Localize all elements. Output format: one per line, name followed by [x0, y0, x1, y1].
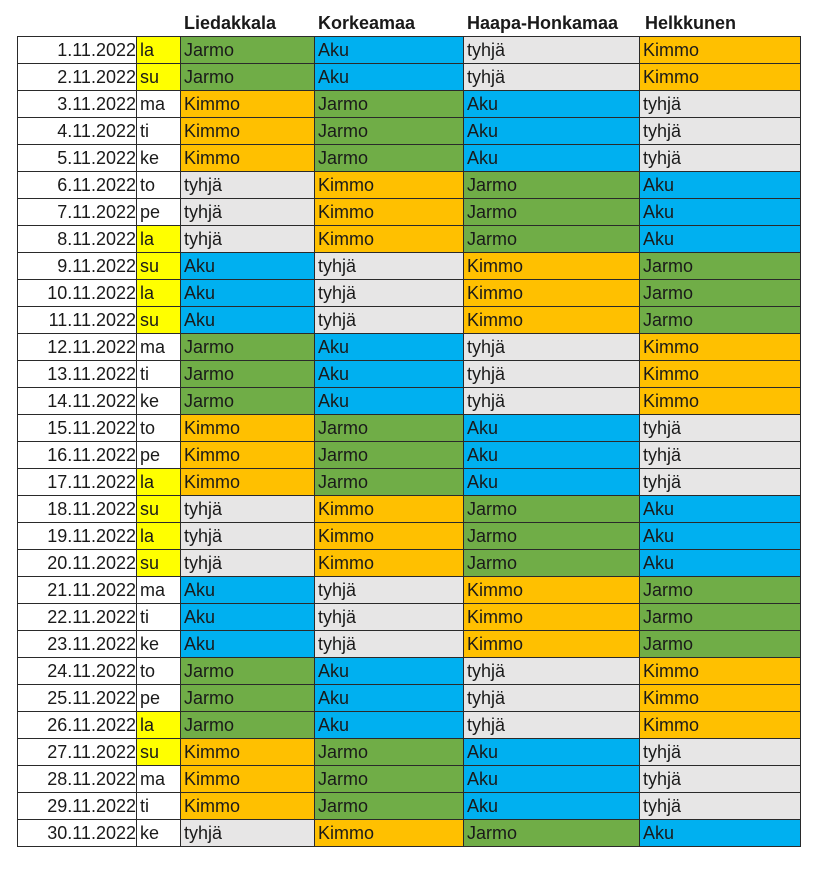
assignment-cell-helkkunen[interactable]: Aku — [640, 550, 801, 577]
weekday-cell[interactable]: la — [137, 712, 181, 739]
assignment-cell-helkkunen[interactable]: tyhjä — [640, 91, 801, 118]
assignment-cell-liedakkala[interactable]: Kimmo — [181, 118, 315, 145]
assignment-cell-korkeamaa[interactable]: Aku — [315, 64, 464, 91]
assignment-cell-korkeamaa[interactable]: Kimmo — [315, 820, 464, 847]
weekday-cell[interactable]: su — [137, 64, 181, 91]
assignment-cell-liedakkala[interactable]: tyhjä — [181, 496, 315, 523]
table-row — [18, 334, 801, 361]
table-row — [18, 442, 801, 469]
assignment-cell-korkeamaa[interactable]: Aku — [315, 361, 464, 388]
assignment-cell-haapa-honkamaa[interactable]: tyhjä — [464, 334, 640, 361]
table-row — [18, 712, 801, 739]
weekday-cell[interactable]: ma — [137, 766, 181, 793]
assignment-cell-helkkunen[interactable]: tyhjä — [640, 739, 801, 766]
assignment-cell-haapa-honkamaa[interactable]: Jarmo — [464, 820, 640, 847]
assignment-cell-haapa-honkamaa[interactable]: tyhjä — [464, 388, 640, 415]
weekday-cell[interactable]: su — [137, 550, 181, 577]
weekday-cell[interactable]: su — [137, 253, 181, 280]
assignment-cell-helkkunen[interactable]: Kimmo — [640, 334, 801, 361]
date-cell[interactable]: 25.11.2022 — [18, 685, 137, 712]
assignment-cell-korkeamaa[interactable]: Kimmo — [315, 226, 464, 253]
weekday-cell[interactable]: la — [137, 37, 181, 64]
table-row — [18, 631, 801, 658]
assignment-cell-korkeamaa[interactable]: Jarmo — [315, 793, 464, 820]
assignment-cell-liedakkala[interactable]: Aku — [181, 253, 315, 280]
assignment-cell-liedakkala[interactable]: Kimmo — [181, 766, 315, 793]
weekday-cell[interactable]: la — [137, 523, 181, 550]
assignment-cell-korkeamaa[interactable]: Kimmo — [315, 172, 464, 199]
weekday-cell[interactable]: ti — [137, 793, 181, 820]
table-row — [18, 226, 801, 253]
table-row — [18, 253, 801, 280]
assignment-cell-korkeamaa[interactable]: Jarmo — [315, 739, 464, 766]
assignment-cell-korkeamaa[interactable]: Aku — [315, 334, 464, 361]
assignment-cell-helkkunen[interactable]: tyhjä — [640, 415, 801, 442]
assignment-cell-helkkunen[interactable]: Kimmo — [640, 685, 801, 712]
weekday-cell[interactable]: ti — [137, 361, 181, 388]
assignment-cell-helkkunen[interactable]: Aku — [640, 820, 801, 847]
assignment-cell-haapa-honkamaa[interactable]: tyhjä — [464, 658, 640, 685]
date-cell[interactable]: 6.11.2022 — [18, 172, 137, 199]
assignment-cell-liedakkala[interactable]: Kimmo — [181, 145, 315, 172]
table-row — [18, 388, 801, 415]
assignment-cell-korkeamaa[interactable]: tyhjä — [315, 280, 464, 307]
assignment-cell-helkkunen[interactable]: tyhjä — [640, 145, 801, 172]
weekday-cell[interactable]: la — [137, 226, 181, 253]
date-cell[interactable]: 29.11.2022 — [18, 793, 137, 820]
weekday-cell[interactable]: pe — [137, 199, 181, 226]
date-cell[interactable]: 16.11.2022 — [18, 442, 137, 469]
date-cell[interactable]: 18.11.2022 — [18, 496, 137, 523]
table-row — [18, 604, 801, 631]
assignment-cell-haapa-honkamaa[interactable]: Jarmo — [464, 199, 640, 226]
assignment-cell-liedakkala[interactable]: Aku — [181, 280, 315, 307]
date-cell[interactable]: 8.11.2022 — [18, 226, 137, 253]
schedule-table-body — [18, 37, 801, 847]
assignment-cell-liedakkala[interactable]: tyhjä — [181, 820, 315, 847]
assignment-cell-liedakkala[interactable]: Jarmo — [181, 685, 315, 712]
assignment-cell-haapa-honkamaa[interactable]: Aku — [464, 145, 640, 172]
assignment-cell-helkkunen[interactable]: Kimmo — [640, 658, 801, 685]
table-row — [18, 496, 801, 523]
table-row — [18, 469, 801, 496]
assignment-cell-helkkunen[interactable]: Jarmo — [640, 280, 801, 307]
weekday-cell[interactable]: pe — [137, 685, 181, 712]
table-row — [18, 415, 801, 442]
assignment-cell-liedakkala[interactable]: tyhjä — [181, 523, 315, 550]
assignment-cell-liedakkala[interactable]: Jarmo — [181, 658, 315, 685]
assignment-cell-korkeamaa[interactable]: tyhjä — [315, 577, 464, 604]
assignment-cell-helkkunen[interactable]: Jarmo — [640, 253, 801, 280]
column-header-helkkunen[interactable]: Helkkunen — [645, 13, 737, 33]
weekday-cell[interactable]: su — [137, 496, 181, 523]
date-cell[interactable]: 27.11.2022 — [18, 739, 137, 766]
table-row — [18, 361, 801, 388]
date-cell[interactable]: 30.11.2022 — [18, 820, 137, 847]
weekday-cell[interactable]: to — [137, 415, 181, 442]
assignment-cell-helkkunen[interactable]: Aku — [640, 496, 801, 523]
assignment-cell-korkeamaa[interactable]: tyhjä — [315, 307, 464, 334]
weekday-cell[interactable]: ke — [137, 145, 181, 172]
assignment-cell-liedakkala[interactable]: Jarmo — [181, 37, 315, 64]
assignment-cell-korkeamaa[interactable]: Aku — [315, 685, 464, 712]
assignment-cell-korkeamaa[interactable]: tyhjä — [315, 253, 464, 280]
assignment-cell-helkkunen[interactable]: tyhjä — [640, 469, 801, 496]
date-cell[interactable]: 24.11.2022 — [18, 658, 137, 685]
column-header-korkeamaa[interactable]: Korkeamaa — [318, 13, 416, 33]
table-row — [18, 172, 801, 199]
date-cell[interactable]: 23.11.2022 — [18, 631, 137, 658]
assignment-cell-liedakkala[interactable]: tyhjä — [181, 226, 315, 253]
assignment-cell-liedakkala[interactable]: Jarmo — [181, 334, 315, 361]
assignment-cell-liedakkala[interactable]: Jarmo — [181, 388, 315, 415]
assignment-cell-liedakkala[interactable]: tyhjä — [181, 172, 315, 199]
assignment-cell-haapa-honkamaa[interactable]: Kimmo — [464, 253, 640, 280]
schedule-table — [17, 36, 801, 847]
assignment-cell-helkkunen[interactable]: Jarmo — [640, 577, 801, 604]
weekday-cell[interactable]: su — [137, 739, 181, 766]
table-row — [18, 685, 801, 712]
date-cell[interactable]: 5.11.2022 — [18, 145, 137, 172]
assignment-cell-haapa-honkamaa[interactable]: tyhjä — [464, 64, 640, 91]
assignment-cell-helkkunen[interactable]: Kimmo — [640, 388, 801, 415]
date-cell[interactable]: 19.11.2022 — [18, 523, 137, 550]
weekday-cell[interactable]: pe — [137, 442, 181, 469]
assignment-cell-haapa-honkamaa[interactable]: Jarmo — [464, 523, 640, 550]
assignment-cell-korkeamaa[interactable]: Aku — [315, 37, 464, 64]
assignment-cell-korkeamaa[interactable]: Jarmo — [315, 415, 464, 442]
assignment-cell-korkeamaa[interactable]: Kimmo — [315, 199, 464, 226]
assignment-cell-korkeamaa[interactable]: Aku — [315, 658, 464, 685]
table-row — [18, 145, 801, 172]
weekday-cell[interactable]: la — [137, 469, 181, 496]
date-cell[interactable]: 9.11.2022 — [18, 253, 137, 280]
weekday-cell[interactable]: ma — [137, 577, 181, 604]
assignment-cell-korkeamaa[interactable]: Jarmo — [315, 91, 464, 118]
assignment-cell-helkkunen[interactable]: tyhjä — [640, 793, 801, 820]
assignment-cell-helkkunen[interactable]: Kimmo — [640, 712, 801, 739]
date-cell[interactable]: 15.11.2022 — [18, 415, 137, 442]
assignment-cell-korkeamaa[interactable]: Jarmo — [315, 145, 464, 172]
date-cell[interactable]: 10.11.2022 — [18, 280, 137, 307]
assignment-cell-haapa-honkamaa[interactable]: Kimmo — [464, 280, 640, 307]
assignment-cell-korkeamaa[interactable]: Jarmo — [315, 766, 464, 793]
assignment-cell-helkkunen[interactable]: Jarmo — [640, 604, 801, 631]
column-header-haapa-honkamaa[interactable]: Haapa-Honkamaa — [467, 13, 619, 33]
table-row — [18, 550, 801, 577]
date-cell[interactable]: 3.11.2022 — [18, 91, 137, 118]
date-cell[interactable]: 4.11.2022 — [18, 118, 137, 145]
assignment-cell-haapa-honkamaa[interactable]: tyhjä — [464, 361, 640, 388]
assignment-cell-korkeamaa[interactable]: Jarmo — [315, 442, 464, 469]
assignment-cell-liedakkala[interactable]: Kimmo — [181, 739, 315, 766]
date-cell[interactable]: 17.11.2022 — [18, 469, 137, 496]
weekday-cell[interactable]: to — [137, 658, 181, 685]
assignment-cell-helkkunen[interactable]: Kimmo — [640, 37, 801, 64]
assignment-cell-liedakkala[interactable]: Aku — [181, 577, 315, 604]
assignment-cell-helkkunen[interactable]: Kimmo — [640, 361, 801, 388]
assignment-cell-haapa-honkamaa[interactable]: Aku — [464, 118, 640, 145]
assignment-cell-korkeamaa[interactable]: tyhjä — [315, 604, 464, 631]
column-header-liedakkala[interactable]: Liedakkala — [184, 13, 277, 33]
weekday-cell[interactable]: ti — [137, 604, 181, 631]
assignment-cell-liedakkala[interactable]: Kimmo — [181, 442, 315, 469]
assignment-cell-helkkunen[interactable]: tyhjä — [640, 766, 801, 793]
assignment-cell-haapa-honkamaa[interactable]: Aku — [464, 91, 640, 118]
assignment-cell-haapa-honkamaa[interactable]: Jarmo — [464, 172, 640, 199]
date-cell[interactable]: 14.11.2022 — [18, 388, 137, 415]
assignment-cell-liedakkala[interactable]: tyhjä — [181, 550, 315, 577]
table-row — [18, 64, 801, 91]
weekday-cell[interactable]: ti — [137, 118, 181, 145]
table-row — [18, 307, 801, 334]
assignment-cell-haapa-honkamaa[interactable]: tyhjä — [464, 712, 640, 739]
assignment-cell-korkeamaa[interactable]: Kimmo — [315, 496, 464, 523]
assignment-cell-korkeamaa[interactable]: Jarmo — [315, 469, 464, 496]
assignment-cell-liedakkala[interactable]: Kimmo — [181, 415, 315, 442]
table-row — [18, 280, 801, 307]
assignment-cell-liedakkala[interactable]: Kimmo — [181, 91, 315, 118]
assignment-cell-haapa-honkamaa[interactable]: tyhjä — [464, 37, 640, 64]
date-cell[interactable]: 11.11.2022 — [18, 307, 137, 334]
assignment-cell-haapa-honkamaa[interactable]: Aku — [464, 442, 640, 469]
assignment-cell-helkkunen[interactable]: Aku — [640, 226, 801, 253]
weekday-cell[interactable]: to — [137, 172, 181, 199]
assignment-cell-haapa-honkamaa[interactable]: Kimmo — [464, 631, 640, 658]
assignment-cell-liedakkala[interactable]: Kimmo — [181, 793, 315, 820]
assignment-cell-korkeamaa[interactable]: tyhjä — [315, 631, 464, 658]
weekday-cell[interactable]: ke — [137, 388, 181, 415]
assignment-cell-haapa-honkamaa[interactable]: tyhjä — [464, 685, 640, 712]
assignment-cell-helkkunen[interactable]: Aku — [640, 523, 801, 550]
table-row — [18, 199, 801, 226]
table-row — [18, 739, 801, 766]
assignment-cell-helkkunen[interactable]: Kimmo — [640, 64, 801, 91]
date-cell[interactable]: 22.11.2022 — [18, 604, 137, 631]
table-row — [18, 118, 801, 145]
assignment-cell-haapa-honkamaa[interactable]: Aku — [464, 469, 640, 496]
table-row — [18, 37, 801, 64]
weekday-cell[interactable]: ma — [137, 334, 181, 361]
assignment-cell-korkeamaa[interactable]: Kimmo — [315, 523, 464, 550]
assignment-cell-liedakkala[interactable]: Jarmo — [181, 361, 315, 388]
weekday-cell[interactable]: ma — [137, 91, 181, 118]
assignment-cell-haapa-honkamaa[interactable]: Aku — [464, 793, 640, 820]
assignment-cell-haapa-honkamaa[interactable]: Aku — [464, 766, 640, 793]
table-row — [18, 766, 801, 793]
assignment-cell-helkkunen[interactable]: Jarmo — [640, 307, 801, 334]
date-cell[interactable]: 13.11.2022 — [18, 361, 137, 388]
assignment-cell-helkkunen[interactable]: Aku — [640, 172, 801, 199]
weekday-cell[interactable]: ke — [137, 631, 181, 658]
assignment-cell-haapa-honkamaa[interactable]: Jarmo — [464, 550, 640, 577]
date-cell[interactable]: 7.11.2022 — [18, 199, 137, 226]
assignment-cell-liedakkala[interactable]: Aku — [181, 631, 315, 658]
assignment-cell-liedakkala[interactable]: Aku — [181, 604, 315, 631]
assignment-cell-korkeamaa[interactable]: Kimmo — [315, 550, 464, 577]
assignment-cell-liedakkala[interactable]: tyhjä — [181, 199, 315, 226]
weekday-cell[interactable]: su — [137, 307, 181, 334]
assignment-cell-korkeamaa[interactable]: Jarmo — [315, 118, 464, 145]
assignment-cell-liedakkala[interactable]: Jarmo — [181, 712, 315, 739]
assignment-cell-helkkunen[interactable]: tyhjä — [640, 118, 801, 145]
column-header-row — [0, 0, 820, 36]
table-row — [18, 523, 801, 550]
weekday-cell[interactable]: la — [137, 280, 181, 307]
date-cell[interactable]: 1.11.2022 — [18, 37, 137, 64]
assignment-cell-helkkunen[interactable]: Jarmo — [640, 631, 801, 658]
assignment-cell-liedakkala[interactable]: Jarmo — [181, 64, 315, 91]
assignment-cell-korkeamaa[interactable]: Aku — [315, 388, 464, 415]
assignment-cell-helkkunen[interactable]: Aku — [640, 199, 801, 226]
assignment-cell-haapa-honkamaa[interactable]: Aku — [464, 739, 640, 766]
assignment-cell-haapa-honkamaa[interactable]: Kimmo — [464, 307, 640, 334]
table-row — [18, 793, 801, 820]
table-row — [18, 577, 801, 604]
assignment-cell-haapa-honkamaa[interactable]: Jarmo — [464, 496, 640, 523]
assignment-cell-liedakkala[interactable]: Kimmo — [181, 469, 315, 496]
date-cell[interactable]: 21.11.2022 — [18, 577, 137, 604]
assignment-cell-korkeamaa[interactable]: Aku — [315, 712, 464, 739]
assignment-cell-haapa-honkamaa[interactable]: Kimmo — [464, 577, 640, 604]
assignment-cell-haapa-honkamaa[interactable]: Aku — [464, 415, 640, 442]
date-cell[interactable]: 2.11.2022 — [18, 64, 137, 91]
date-cell[interactable]: 20.11.2022 — [18, 550, 137, 577]
assignment-cell-haapa-honkamaa[interactable]: Jarmo — [464, 226, 640, 253]
table-row — [18, 91, 801, 118]
date-cell[interactable]: 12.11.2022 — [18, 334, 137, 361]
weekday-cell[interactable]: ke — [137, 820, 181, 847]
assignment-cell-liedakkala[interactable]: Aku — [181, 307, 315, 334]
assignment-cell-haapa-honkamaa[interactable]: Kimmo — [464, 604, 640, 631]
date-cell[interactable]: 28.11.2022 — [18, 766, 137, 793]
table-row — [18, 820, 801, 847]
assignment-cell-helkkunen[interactable]: tyhjä — [640, 442, 801, 469]
date-cell[interactable]: 26.11.2022 — [18, 712, 137, 739]
table-row — [18, 658, 801, 685]
